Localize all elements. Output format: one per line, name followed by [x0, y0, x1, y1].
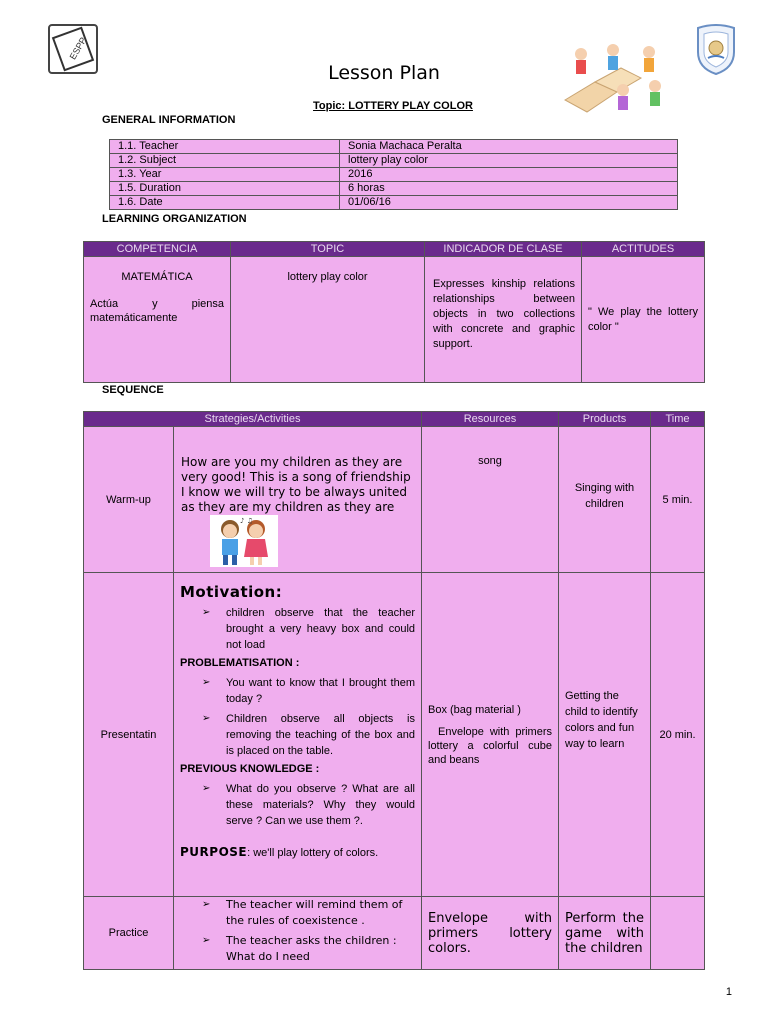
col-header-competencia: COMPETENCIA: [84, 242, 231, 257]
teacher-value: Sonia Machaca Peralta: [340, 140, 678, 154]
presentation-activity: [174, 573, 422, 897]
practice-activity: [174, 897, 422, 970]
problematisation-list: [180, 675, 421, 759]
problematisation-title: PROBLEMATISATION :: [180, 657, 300, 669]
list-item: ➢ The teacher will remind them of the rules of coexistence .: [226, 897, 421, 929]
col-header-time: Time: [651, 412, 705, 427]
svg-text:♪ ♫: ♪ ♫: [240, 517, 253, 525]
col-header-actitudes: ACTITUDES: [582, 242, 705, 257]
practice-row: [84, 897, 705, 970]
presentation-time: 20 min.: [651, 573, 705, 897]
learning-organization-table: [83, 241, 705, 383]
list-item: ➢ children observe that the teacher brought a very heavy box and could not load: [226, 605, 421, 653]
actitudes-cell: " We play the lottery color ": [582, 257, 705, 383]
year-key: 1.3. Year: [110, 168, 340, 182]
motivation-title: Motivation:: [180, 583, 283, 601]
page-number: 1: [725, 986, 732, 998]
date-value: 01/06/16: [340, 196, 678, 210]
col-header-resources: Resources: [422, 412, 559, 427]
subject-value: lottery play color: [340, 154, 678, 168]
subject-key: 1.2. Subject: [110, 154, 340, 168]
table-row: [110, 196, 678, 210]
table-row: [110, 154, 678, 168]
competencia-cell: [84, 257, 231, 383]
practice-products: Perform the game with the children: [559, 897, 651, 970]
page-title: Lesson Plan: [328, 62, 440, 84]
indicador-cell: Expresses kinship relations relationships between objects in two collections with concrete and graphic support.: [425, 257, 582, 383]
presentation-row: [84, 573, 705, 897]
presentation-products: Getting the child to identify colors and fun way to learn: [559, 573, 651, 897]
topic-cell: lottery play color: [231, 257, 425, 383]
sequence-table: [83, 411, 705, 970]
topic-heading: Topic: LOTTERY PLAY COLOR: [313, 100, 473, 112]
warmup-time: 5 min.: [651, 427, 705, 573]
list-item: ➢ Children observe all objects is removing the teaching of the box and is placed on the table.: [226, 711, 421, 759]
practice-list: [180, 897, 421, 965]
practice-resources: Envelope with primers lottery colors.: [422, 897, 559, 970]
practice-stage: Practice: [84, 897, 174, 970]
sequence-label: SEQUENCE: [102, 384, 164, 396]
competencia-title: MATEMÁTICA: [121, 271, 193, 283]
resources-envelope: Envelope with primers lottery a colorful cube and beans: [428, 725, 552, 766]
singing-children-illustration: [210, 515, 278, 567]
presentation-stage: Presentatin: [84, 573, 174, 897]
purpose-label: PURPOSE: [180, 845, 248, 859]
purpose-text: : we'll play lottery of colors.: [247, 847, 379, 859]
practice-time: [651, 897, 705, 970]
previous-knowledge-title: PREVIOUS KNOWLEDGE :: [180, 763, 320, 775]
competencia-text: Actúa y piensa matemáticamente: [90, 298, 224, 324]
warmup-resources: song: [422, 427, 559, 573]
table-row: [84, 257, 705, 383]
warmup-row: [84, 427, 705, 573]
warmup-text: How are you my children as they are very good! This is a song of friendship I know we will try to be always united as they are my children as they are: [181, 455, 411, 514]
table-header-row: [84, 242, 705, 257]
list-item: ➢ The teacher asks the children : What do I need: [226, 933, 421, 965]
table-header-row: [84, 412, 705, 427]
learning-organization-label: LEARNING ORGANIZATION: [102, 213, 247, 225]
resources-box: Box (bag material ): [428, 703, 521, 716]
table-row: [110, 182, 678, 196]
warmup-stage: Warm-up: [84, 427, 174, 573]
warmup-activity: [174, 427, 422, 573]
col-header-topic: TOPIC: [231, 242, 425, 257]
duration-key: 1.5. Duration: [110, 182, 340, 196]
table-row: [110, 168, 678, 182]
col-header-products: Products: [559, 412, 651, 427]
purpose-line: [180, 845, 421, 859]
date-key: 1.6. Date: [110, 196, 340, 210]
logo-left-text: ESPP: [67, 35, 89, 62]
teacher-key: 1.1. Teacher: [110, 140, 340, 154]
col-header-indicador: INDICADOR DE CLASE: [425, 242, 582, 257]
year-value: 2016: [340, 168, 678, 182]
general-information-table: [109, 139, 678, 210]
list-item: ➢ You want to know that I brought them today ?: [226, 675, 421, 707]
general-information-label: GENERAL INFORMATION: [102, 114, 236, 126]
duration-value: 6 horas: [340, 182, 678, 196]
motivation-list: [180, 605, 421, 653]
col-header-strategies: Strategies/Activities: [84, 412, 422, 427]
previous-knowledge-list: [180, 781, 421, 829]
warmup-products: Singing with children: [559, 427, 651, 573]
list-item: ➢ What do you observe ? What are all these materials? Why they would serve ? Can we use them ?.: [226, 781, 421, 829]
presentation-resources: [422, 573, 559, 897]
table-row: [110, 140, 678, 154]
